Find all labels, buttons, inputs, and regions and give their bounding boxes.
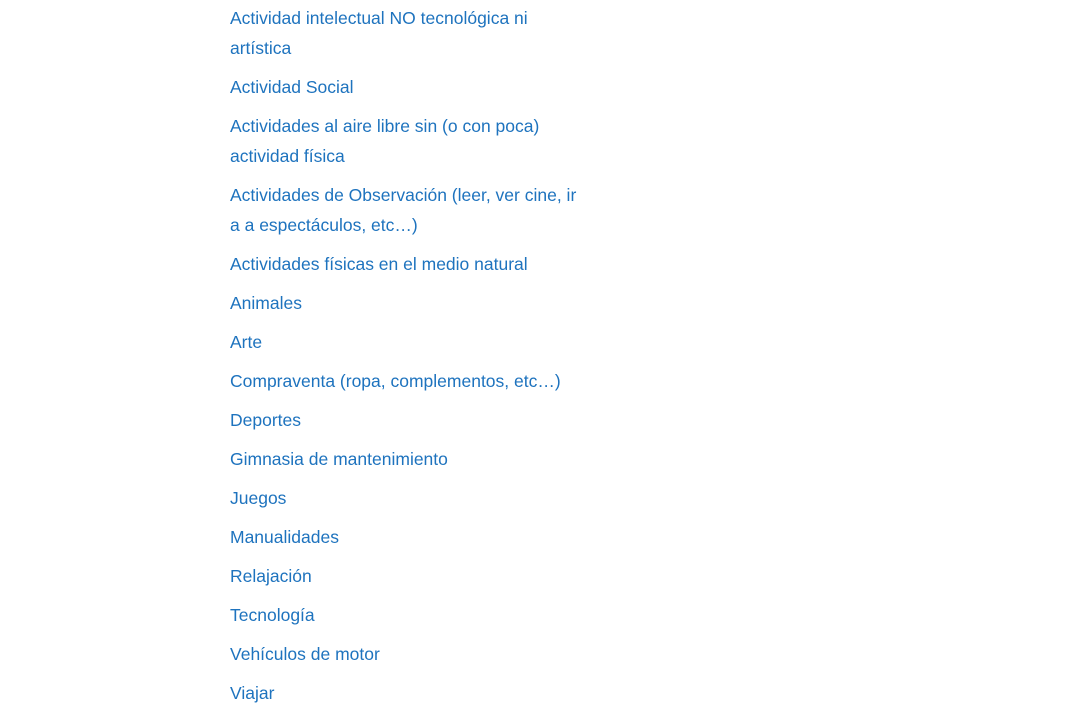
category-link-medio-natural[interactable]: Actividades físicas en el medio natural (230, 254, 528, 274)
category-link-deportes[interactable]: Deportes (230, 410, 302, 430)
category-link-tecnologia[interactable]: Tecnología (230, 605, 315, 625)
list-item (230, 367, 580, 397)
category-link-aire-libre[interactable]: Actividades al aire libre sin (o con poca) actividad física (230, 116, 540, 166)
list-item (230, 562, 580, 592)
category-list (230, 4, 580, 718)
category-link-viajar[interactable]: Viajar (230, 683, 275, 703)
list-item (230, 4, 580, 64)
category-link-compraventa[interactable]: Compraventa (ropa, complementos, etc…) (230, 371, 561, 391)
list-item (230, 73, 580, 103)
category-link-actividad-social[interactable]: Actividad Social (230, 77, 354, 97)
category-link-actividad-intelectual[interactable]: Actividad intelectual NO tecnológica ni artística (230, 8, 528, 58)
list-item (230, 328, 580, 358)
category-link-vehiculos[interactable]: Vehículos de motor (230, 644, 380, 664)
category-link-juegos[interactable]: Juegos (230, 488, 287, 508)
list-item (230, 181, 580, 241)
list-item (230, 250, 580, 280)
list-item (230, 601, 580, 631)
category-link-observacion[interactable]: Actividades de Observación (leer, ver cine, ir a a espectáculos, etc…) (230, 185, 577, 235)
category-link-arte[interactable]: Arte (230, 332, 263, 352)
list-item (230, 406, 580, 436)
category-link-gimnasia[interactable]: Gimnasia de mantenimiento (230, 449, 448, 469)
category-link-relajacion[interactable]: Relajación (230, 566, 312, 586)
list-item (230, 112, 580, 172)
list-item (230, 445, 580, 475)
list-item (230, 523, 580, 553)
category-link-manualidades[interactable]: Manualidades (230, 527, 339, 547)
category-link-animales[interactable]: Animales (230, 293, 302, 313)
list-item (230, 640, 580, 670)
list-item (230, 484, 580, 514)
list-item (230, 679, 580, 709)
list-item (230, 289, 580, 319)
